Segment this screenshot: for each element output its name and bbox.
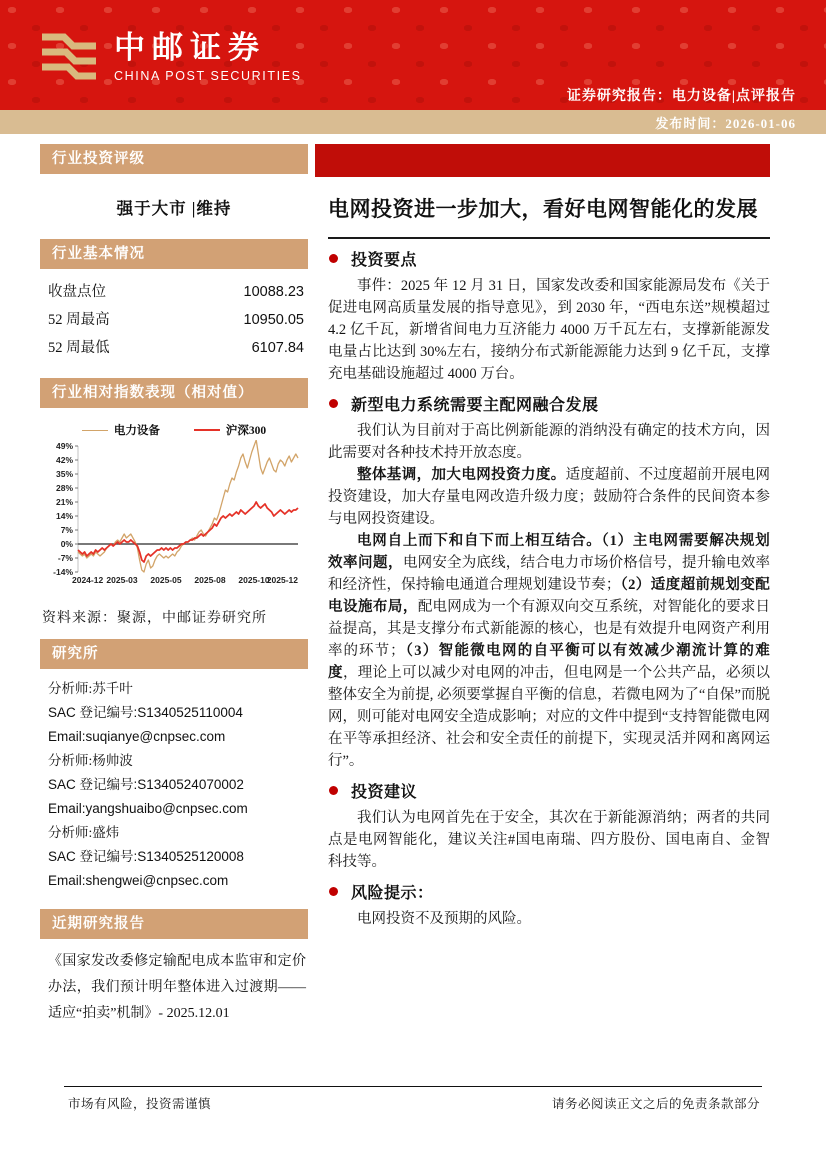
- basics-row-value: 10950.05: [243, 311, 304, 328]
- title-red-block: [315, 144, 770, 177]
- y-tick-label: 42%: [55, 455, 73, 465]
- paragraph-run: 电网投资不及预期的风险。: [357, 911, 531, 927]
- section-heading: 投资建议: [351, 784, 418, 801]
- paragraph-run: 配电网成为一个有源双向交互系统，对智能化的要求日益提高，其是支撑分布式新能源的核心，也是有效提升电网资产利用率的环节；: [328, 599, 770, 659]
- section-heading: 风险提示：: [351, 885, 434, 902]
- relative-index-chart: [40, 408, 308, 595]
- report-sections: [328, 247, 770, 930]
- y-tick-label: 49%: [55, 441, 73, 451]
- basics-row-label: 52 周最高: [48, 311, 110, 328]
- y-tick-label: 14%: [55, 511, 73, 521]
- x-tick-label: 2025-05: [150, 575, 182, 585]
- section-heading-row: [328, 392, 770, 415]
- y-tick-label: 35%: [55, 469, 73, 479]
- section-paragraph: [328, 908, 770, 930]
- header-band: [0, 0, 826, 110]
- y-tick-label: -7%: [57, 553, 73, 563]
- legend-line-swatch: [194, 429, 220, 431]
- basics-row: [48, 276, 304, 304]
- section-paragraph: [328, 807, 770, 873]
- content-area: [0, 134, 826, 1031]
- sidebar: [40, 144, 308, 1031]
- publish-date-label: 发布时间：2026-01-06: [655, 115, 796, 131]
- section-heading-row: [328, 247, 770, 270]
- basics-section-header: 行业基本情况: [40, 239, 308, 269]
- basics-row-value: 10088.23: [243, 283, 304, 300]
- y-tick-label: 7%: [60, 525, 73, 535]
- y-tick-label: 21%: [55, 497, 73, 507]
- recent-report-item: 《国家发改委修定输配电成本监审和定价办法，我们预计明年整体进入过渡期——适应“拍卖”机制》- 2025.12.01: [48, 954, 306, 1021]
- china-post-logo-icon: [38, 26, 100, 80]
- analyst-name: 分析师:盛炜: [48, 825, 120, 840]
- analyst-sac-number: SAC 登记编号:S1340524070002: [48, 777, 244, 792]
- x-tick-label: 2025-12: [266, 575, 298, 585]
- legend-line-swatch: [82, 430, 108, 431]
- brand-name-en: CHINA POST SECURITIES: [114, 69, 302, 83]
- brand-text: [114, 22, 302, 83]
- section-heading: 投资要点: [351, 252, 418, 269]
- footer-disclaimer-left: 市场有风险，投资需谨慎: [68, 1097, 212, 1111]
- report-section: [328, 779, 770, 873]
- x-tick-label: 2025-03: [106, 575, 138, 585]
- x-tick-label: 2024-12: [72, 575, 104, 585]
- report-section: [328, 247, 770, 385]
- institute-section-header: 研究所: [40, 639, 308, 669]
- basics-table: [40, 269, 308, 366]
- title-divider: [328, 237, 770, 239]
- recent-reports-section-header: 近期研究报告: [40, 909, 308, 939]
- report-type-label: 证券研究报告：电力设备|点评报告: [566, 89, 796, 104]
- paragraph-run: 我们认为目前对于高比例新能源的消纳没有确定的技术方向，因此需要对各种技术持开放态度。: [328, 423, 770, 461]
- x-tick-label: 2025-08: [194, 575, 226, 585]
- report-section: [328, 392, 770, 772]
- report-section: [328, 880, 770, 930]
- brand-name-cn: 中邮证券: [114, 30, 266, 65]
- paragraph-run: 适度超前、不过度超前开展电网投资建设，加大存量电网改造升级力度；鼓励符合条件的民间资本参与电网投资建设。: [328, 467, 771, 527]
- chart-legend: [42, 422, 306, 438]
- section-paragraph: [328, 464, 770, 530]
- basics-row-label: 收盘点位: [48, 283, 106, 300]
- series-line-电力设备: [78, 440, 298, 572]
- rating-value: 强于大市 |维持: [116, 199, 232, 218]
- chart-section-header: 行业相对指数表现（相对值）: [40, 378, 308, 408]
- legend-label: 电力设备: [113, 425, 160, 437]
- analyst-sac-number: SAC 登记编号:S1340525120008: [48, 849, 244, 864]
- y-tick-label: 28%: [55, 483, 73, 493]
- paragraph-run: 电网安全为底线，结合电力市场价格信号，提升输电效率和经济性，保持输电通道合理规划建设节奏；: [328, 555, 771, 593]
- recent-report-list: [40, 939, 308, 1031]
- section-bullet-icon: [329, 254, 338, 263]
- analyst-name: 分析师:杨帅波: [48, 753, 133, 768]
- paragraph-bold-run: （3）智能微电网的自平衡可以有效减少潮流计算的难度: [328, 643, 771, 681]
- section-paragraph: [328, 275, 770, 385]
- section-paragraph: [328, 530, 770, 772]
- footer-disclaimer-right: 请务必阅读正文之后的免责条款部分: [551, 1097, 760, 1111]
- basics-row-label: 52 周最低: [48, 339, 110, 356]
- paragraph-bold-run: （2）适度超前规划变配电设施布局，: [328, 577, 770, 615]
- basics-row-value: 6107.84: [251, 339, 304, 356]
- analyst-email: Email:shengwei@cnpsec.com: [48, 873, 229, 888]
- section-heading: 新型电力系统需要主配网融合发展: [351, 397, 599, 414]
- paragraph-bold-run: 电网自上而下和自下而上相互结合。（1）主电网需要解决规划效率问题，: [328, 533, 770, 571]
- footer-text-row: [0, 1087, 826, 1112]
- page-footer: [0, 1086, 826, 1112]
- section-heading-row: [328, 779, 770, 802]
- chart-plot: [42, 440, 304, 590]
- publish-date-stripe: [0, 110, 826, 134]
- main-column: [315, 144, 770, 1031]
- legend-label: 沪深300: [225, 425, 267, 437]
- section-bullet-icon: [329, 399, 338, 408]
- main-body: [315, 193, 770, 930]
- paragraph-run: ，理论上可以减少对电网的冲击，但电网是一个公共产品，必须以整体安全为前提, 必须要掌握自平衡的信息，若微电网为了“自保”而脱网，则可能对电网安全造成影响；对应的文件中提到“支持智能微电网在平等承担经济、社会和安全责任的前提下，实现灵活并网和离网运行”。: [328, 665, 770, 769]
- y-tick-label: -14%: [53, 567, 73, 577]
- brand-logo: [38, 22, 302, 83]
- legend-item: [194, 422, 266, 438]
- analyst-email: Email:yangshuaibo@cnpsec.com: [48, 801, 248, 816]
- chart-source: 资料来源：聚源，中邮证券研究所: [42, 611, 267, 626]
- paragraph-bold-run: 整体基调，加大电网投资力度。: [357, 467, 566, 483]
- section-heading-row: [328, 880, 770, 903]
- report-title: 电网投资进一步加大，看好电网智能化的发展: [328, 197, 758, 221]
- paragraph-run: 我们认为电网首先在于安全，其次在于新能源消纳；两者的共同点是电网智能化，建议关注#国电南瑞、四方股份、国电南自、金智科技等。: [328, 810, 770, 870]
- analyst-name: 分析师:苏千叶: [48, 681, 133, 696]
- section-bullet-icon: [329, 786, 338, 795]
- series-line-沪深300: [78, 502, 298, 562]
- analyst-sac-number: SAC 登记编号:S1340525110004: [48, 705, 243, 720]
- section-paragraph: [328, 420, 770, 464]
- y-tick-label: 0%: [60, 539, 73, 549]
- section-bullet-icon: [329, 887, 338, 896]
- basics-row: [48, 304, 304, 332]
- basics-row: [48, 332, 304, 360]
- rating-section-header: 行业投资评级: [40, 144, 308, 174]
- analyst-email: Email:suqianye@cnpsec.com: [48, 729, 226, 744]
- legend-item: [82, 422, 160, 438]
- paragraph-run: 事件：2025 年 12 月 31 日，国家发改委和国家能源局发布《关于促进电网高质量发展的指导意见》，到 2030 年，“西电东送”规模超过 4.2 亿千瓦，新增省间电力互济能力 4000 万千瓦左右，支撑新能源发电量占比达到 30%左右，接纳分布式新能源能力达到 9 亿千瓦，支撑充电基础设施超过 4000 万台。: [328, 278, 770, 382]
- analyst-list: [40, 669, 308, 897]
- x-tick-label: 2025-10: [238, 575, 270, 585]
